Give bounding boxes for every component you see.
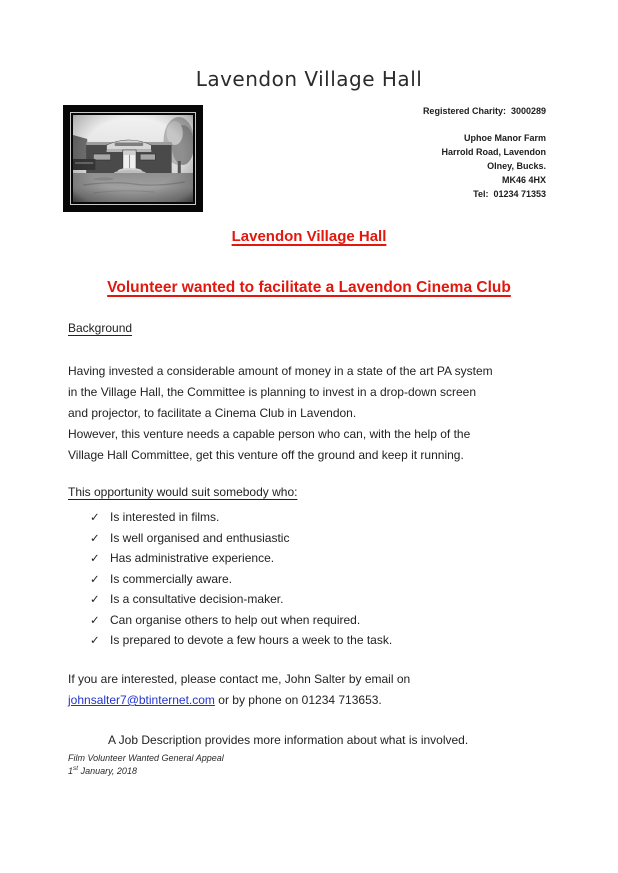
- checkmark-icon: ✓: [90, 592, 100, 606]
- list-item-label: Is interested in films.: [110, 510, 220, 524]
- opportunity-checklist: [90, 507, 392, 651]
- list-item-label: Is a consultative decision-maker.: [110, 592, 284, 606]
- address-line: Olney, Bucks.: [487, 161, 546, 171]
- list-item-label: Is prepared to devote a few hours a week to the task.: [110, 633, 393, 647]
- checkmark-icon: ✓: [90, 571, 100, 586]
- list-item-label: Has administrative experience.: [110, 551, 275, 565]
- checkmark-icon: ✓: [90, 633, 100, 647]
- village-hall-photo-inner: [70, 112, 196, 205]
- checkmark-icon: ✓: [90, 510, 100, 524]
- checkmark-icon: ✓: [90, 551, 100, 565]
- checkmark-icon: ✓: [90, 530, 100, 545]
- footer-date-ordinal: st: [73, 765, 79, 772]
- footer-appeal-line: Film Volunteer Wanted General Appeal: [68, 753, 224, 763]
- paragraph-line: However, this venture needs a capable person who can, with the help of the: [68, 427, 471, 441]
- address-line: Tel: 01234 71353: [473, 189, 546, 199]
- village-hall-photo: [63, 105, 203, 212]
- background-paragraph: [68, 361, 493, 466]
- red-heading-hall: Lavendon Village Hall: [231, 228, 387, 245]
- background-heading: Background: [68, 321, 133, 335]
- contact-line2: [68, 690, 410, 711]
- red-heading-volunteer: Volunteer wanted to facilitate a Lavendon Cinema Club: [107, 279, 511, 296]
- paragraph-line: and projector, to facilitate a Cinema Club in Lavendon.: [68, 406, 357, 420]
- address-line: Harrold Road, Lavendon: [441, 147, 546, 157]
- document-footer: [68, 752, 224, 778]
- village-hall-photo-art: [73, 115, 193, 202]
- address-block: [441, 131, 546, 201]
- list-item-label: Is commercially aware.: [110, 571, 233, 586]
- list-item: [90, 630, 392, 651]
- opportunity-heading: This opportunity would suit somebody who:: [68, 485, 298, 499]
- email-link[interactable]: johnsalter7@btinternet.com: [68, 693, 215, 707]
- paragraph-line: Having invested a considerable amount of money in a state of the art PA system: [68, 364, 493, 378]
- footer-date-rest: January, 2018: [78, 766, 137, 776]
- list-item: [90, 507, 392, 528]
- address-line: MK46 4HX: [501, 175, 546, 185]
- address-line: Uphoe Manor Farm: [463, 133, 546, 143]
- list-item-label: Is well organised and enthusiastic: [110, 530, 290, 545]
- paragraph-line: in the Village Hall, the Committee is planning to invest in a drop-down screen: [68, 385, 476, 399]
- list-item: [90, 528, 392, 549]
- contact-paragraph: [68, 669, 410, 711]
- footer-date-day: 1: [68, 766, 74, 776]
- list-item-label: Can organise others to help out when required.: [110, 612, 361, 627]
- registered-charity-line: Registered Charity: 3000289: [422, 106, 546, 116]
- footer-date-line: [68, 765, 224, 778]
- contact-line1: If you are interested, please contact me, John Salter by email on: [68, 672, 411, 686]
- list-item: [90, 610, 392, 631]
- contact-line2-rest: or by phone on 01234 713653.: [214, 693, 382, 707]
- checkmark-icon: ✓: [90, 612, 100, 627]
- page-title: Lavendon Village Hall: [195, 67, 423, 91]
- list-item: [90, 589, 392, 610]
- job-description-line: A Job Description provides more information about what is involved.: [108, 733, 469, 747]
- paragraph-line: Village Hall Committee, get this venture off the ground and keep it running.: [68, 448, 464, 462]
- list-item: [90, 548, 392, 569]
- list-item: [90, 569, 392, 590]
